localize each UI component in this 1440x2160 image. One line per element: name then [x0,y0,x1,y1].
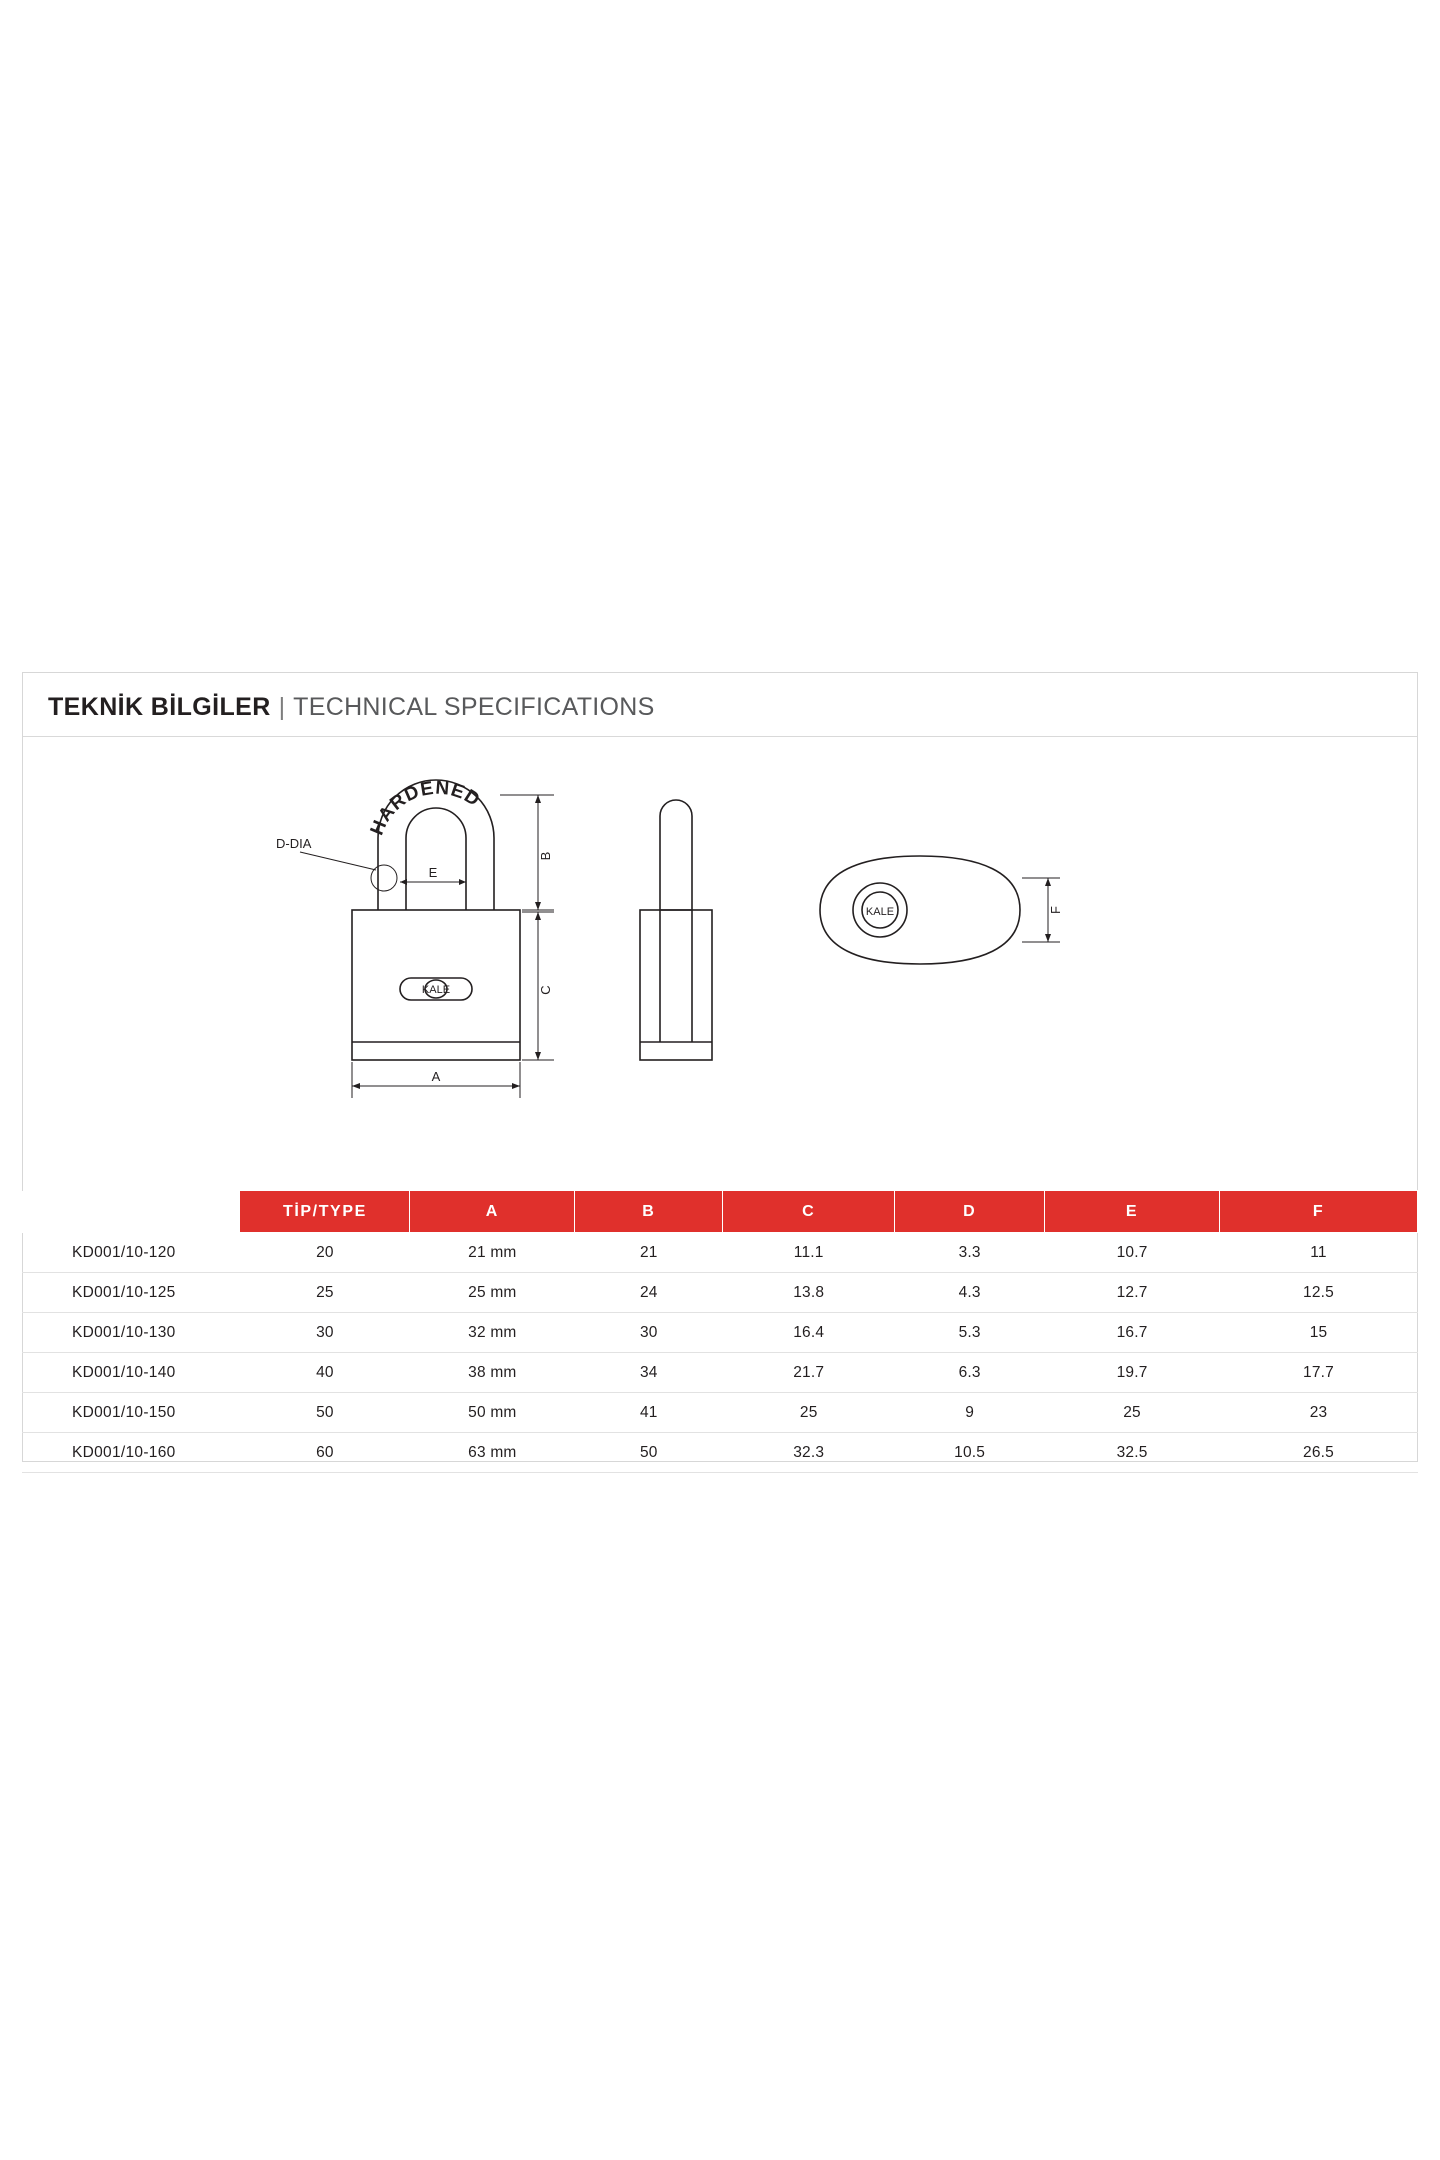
cell-code: KD001/10-130 [22,1313,240,1353]
cell-d: 10.5 [895,1433,1045,1473]
cell-code: KD001/10-150 [22,1393,240,1433]
specifications-table-wrapper [22,1190,1418,1473]
table-header-cell-code [22,1191,240,1233]
cell-f: 23 [1220,1393,1418,1433]
table-header-cell-d: D [895,1191,1045,1233]
table-header-cell-c: C [723,1191,895,1233]
cell-d: 5.3 [895,1313,1045,1353]
cell-code: KD001/10-125 [22,1273,240,1313]
padlock-technical-drawing [260,760,1160,1110]
cell-type: 30 [240,1313,410,1353]
section-title-primary: TEKNİK BİLGİLER [48,693,271,721]
dim-c-label: C [538,985,553,995]
cell-f: 15 [1220,1313,1418,1353]
cell-a: 21 mm [410,1233,575,1273]
cell-d: 3.3 [895,1233,1045,1273]
cell-type: 50 [240,1393,410,1433]
cell-c: 11.1 [723,1233,895,1273]
cell-a: 38 mm [410,1353,575,1393]
specifications-table [22,1190,1418,1473]
cell-e: 16.7 [1045,1313,1220,1353]
section-title-secondary: TECHNICAL SPECIFICATIONS [293,693,655,721]
dim-e-label: E [428,865,438,880]
cell-e: 32.5 [1045,1433,1220,1473]
cell-type: 20 [240,1233,410,1273]
dim-f-label: F [1048,906,1063,914]
cell-c: 25 [723,1393,895,1433]
cell-b: 41 [575,1393,723,1433]
cell-f: 17.7 [1220,1353,1418,1393]
table-row [22,1273,1418,1313]
cell-d: 6.3 [895,1353,1045,1393]
dim-b-label: B [538,851,553,861]
table-header-cell-b: B [575,1191,723,1233]
cell-c: 13.8 [723,1273,895,1313]
table-header-cell-f: F [1220,1191,1418,1233]
dim-a-label: A [431,1069,441,1084]
table-row [22,1313,1418,1353]
table-row [22,1233,1418,1273]
cell-c: 32.3 [723,1433,895,1473]
cell-code: KD001/10-120 [22,1233,240,1273]
cell-b: 21 [575,1233,723,1273]
title-divider [23,736,1417,737]
cell-b: 50 [575,1433,723,1473]
section-title [48,693,655,733]
cell-a: 63 mm [410,1433,575,1473]
cell-d: 9 [895,1393,1045,1433]
cell-e: 19.7 [1045,1353,1220,1393]
cell-b: 34 [575,1353,723,1393]
cell-c: 16.4 [723,1313,895,1353]
table-header-cell-e: E [1045,1191,1220,1233]
d-dia-label: D-DIA [276,836,312,851]
cell-e: 25 [1045,1393,1220,1433]
cell-e: 10.7 [1045,1233,1220,1273]
table-row [22,1433,1418,1473]
section-title-separator: | [278,693,286,721]
cell-f: 12.5 [1220,1273,1418,1313]
cell-c: 21.7 [723,1353,895,1393]
table-header-cell-type: TİP/TYPE [240,1191,410,1233]
hardened-label [367,778,494,846]
cell-code: KD001/10-140 [22,1353,240,1393]
table-header-row [22,1191,1418,1233]
cell-d: 4.3 [895,1273,1045,1313]
brand-mark-label: KALE [421,984,451,996]
table-row [22,1393,1418,1433]
cell-e: 12.7 [1045,1273,1220,1313]
svg-text:HARDENED: HARDENED [366,777,484,839]
cell-a: 25 mm [410,1273,575,1313]
svg-text:KALE: KALE [865,906,895,918]
cell-f: 11 [1220,1233,1418,1273]
table-header-cell-a: A [410,1191,575,1233]
cell-a: 32 mm [410,1313,575,1353]
table-row [22,1353,1418,1393]
cell-a: 50 mm [410,1393,575,1433]
cell-b: 30 [575,1313,723,1353]
cell-type: 25 [240,1273,410,1313]
cell-type: 60 [240,1433,410,1473]
cell-type: 40 [240,1353,410,1393]
cell-f: 26.5 [1220,1433,1418,1473]
cell-b: 24 [575,1273,723,1313]
cell-code: KD001/10-160 [22,1433,240,1473]
